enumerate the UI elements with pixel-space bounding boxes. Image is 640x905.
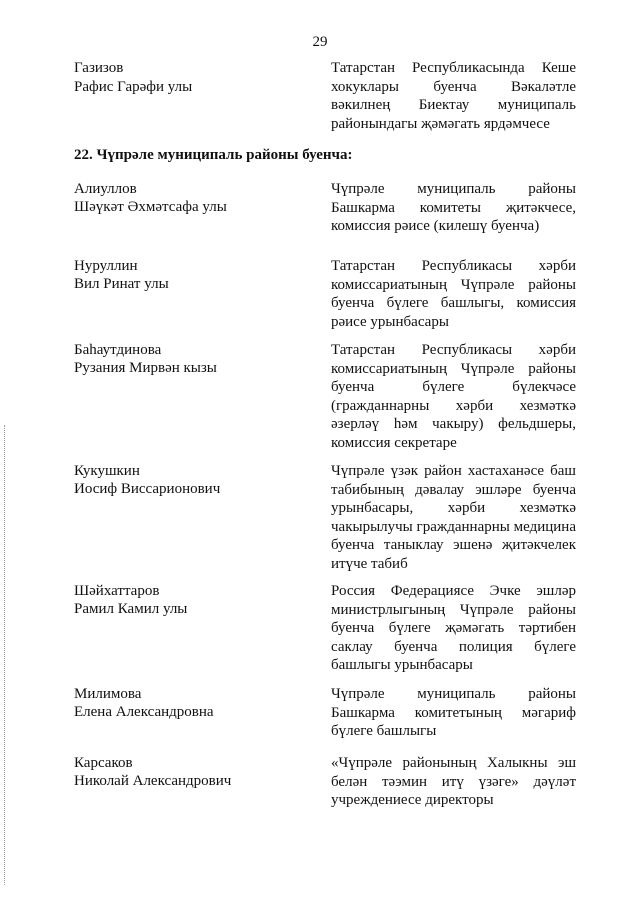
member-surname: Нуруллин — [74, 258, 138, 274]
member-position: Чүпрәле үзәк район хастаханәсе баш табибының дәвалау эшләре буенча урынбасары, хәрби хезмәткә чакырылучы гражданнарны медицина буенча таныклау эшенә җитәкчелек итүче табиб — [331, 463, 576, 572]
member-full-name: Рамил Камил улы — [74, 601, 188, 617]
section-heading: 22. Чүпрәле муниципаль районы буенча: — [74, 147, 353, 163]
member-full-name: Елена Александровна — [74, 704, 214, 720]
member-surname: Газизов — [74, 60, 124, 76]
member-full-name: Рафис Гарәфи улы — [74, 79, 193, 95]
member-position: Чүпрәле муниципаль районы Башкарма комитетының мәгариф бүлеге башлыгы — [331, 686, 576, 739]
member-position: Россия Федерациясе Эчке эшләр министрлыгының Чүпрәле районы буенча бүлеге җәмәгать тәртибен саклау буенча полиция бүлеге башлыгы урынбасары — [331, 583, 576, 673]
member-position: Татарстан Республикасы хәрби комиссариатының Чүпрәле районы буенча бүлеге башлыгы, комиссия рәисе урынбасары — [331, 258, 576, 330]
member-position: Татарстан Республикасы хәрби комиссариатының Чүпрәле районы буенча бүлеге бүлекчәсе (гражданнарны хәрби хезмәткә әзерләү һәм чакыру) фельдшеры, комиссия секретаре — [331, 342, 576, 451]
member-position: Татарстан Республикасында Кеше хокуклары буенча Вәкаләтле вәкилнең Биектау муниципаль районындагы җәмәгать ярдәмчесе — [331, 60, 576, 132]
page-number: 29 — [312, 34, 328, 50]
member-full-name: Вил Ринат улы — [74, 276, 169, 292]
member-surname: Карсаков — [74, 755, 133, 771]
member-full-name: Рузания Мирвән кызы — [74, 360, 217, 376]
member-full-name: Шәүкәт Әхмәтсафа улы — [74, 199, 227, 215]
member-surname: Баһаутдинова — [74, 342, 162, 358]
member-surname: Милимова — [74, 686, 142, 702]
member-surname: Шәйхаттаров — [74, 583, 160, 599]
member-position: «Чүпрәле районының Халыкны эш белән тәэмин итү үзәге» дәүләт учреждениесе директоры — [331, 755, 576, 808]
scan-margin-marks — [4, 425, 6, 885]
member-surname: Кукушкин — [74, 463, 140, 479]
member-full-name: Николай Александрович — [74, 773, 232, 789]
member-surname: Алиуллов — [74, 181, 137, 197]
member-full-name: Иосиф Виссарионович — [74, 481, 221, 497]
member-position: Чүпрәле муниципаль районы Башкарма комитеты җитәкчесе, комиссия рәисе (килешү буенча) — [331, 181, 576, 234]
